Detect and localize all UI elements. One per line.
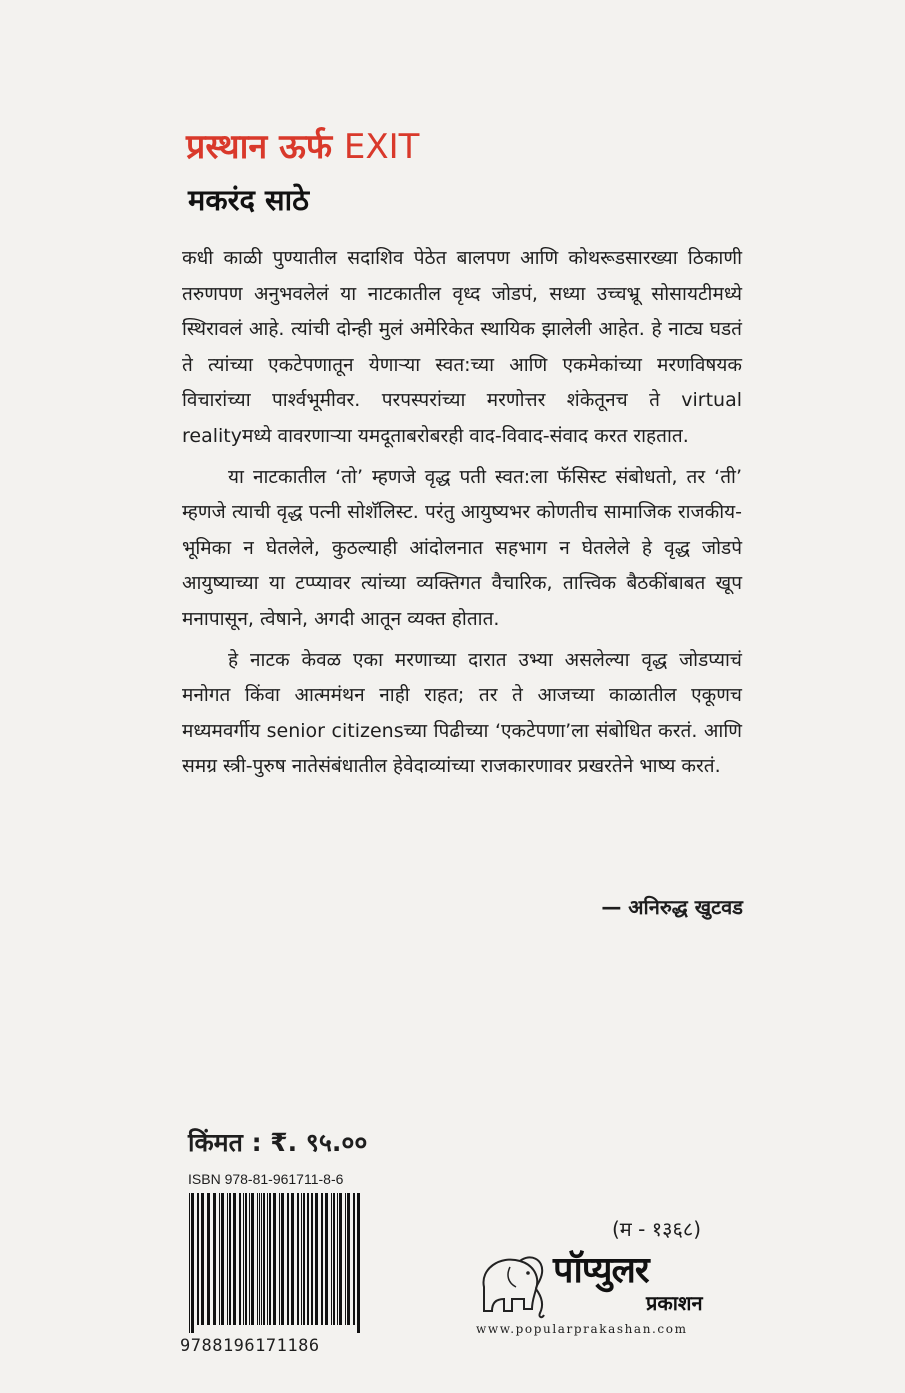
barcode-digits: 9788196171186	[180, 1336, 320, 1356]
publisher-logo-name: पॉप्युलर	[553, 1250, 649, 1291]
catalog-code: (म - १३६८)	[612, 1217, 702, 1241]
blurb-signature: — अनिरुद्ध खुटवड	[601, 895, 743, 919]
publisher-website: www.popularprakashan.com	[476, 1322, 688, 1336]
blurb	[182, 241, 742, 790]
elephant-icon	[470, 1247, 550, 1323]
blurb-paragraph: या नाटकातील ‘तो’ म्हणजे वृद्ध पती स्वत:ला फॅसिस्ट संबोधतो, तर ‘ती’ म्हणजे त्याची वृद्ध पत्नी सोशॅलिस्ट. परंतु आयुष्यभर कोणतीच सामाजिक राजकीय-भूमिका न घेतलेले, कुठल्याही आंदोलनात सहभाग न घेतलेले हे वृद्ध जोडपे आयुष्याच्या या टप्प्यावर त्यांच्या व्यक्तिगत वैचारिक, तात्त्विक बैठकींबाबत खूप मनापासून, त्वेषाने, अगदी आतून व्यक्त होतात.	[182, 465, 742, 630]
price: किंमत : ₹. ९५.००	[188, 1128, 368, 1157]
blurb-paragraph: हे नाटक केवळ एका मरणाच्या दारात उभ्या असलेल्या वृद्ध जोडप्याचं मनोगत किंवा आत्ममंथन नाही राहत; तर ते आजच्या काळातील एकूणच मध्यमवर्गीय senior citizensच्या पिढीच्या ‘एकटेपणा’ला संबोधित करतं. आणि समग्र स्त्री-पुरुष नातेसंबंधातील हेवेदाव्यांच्या राजकारणावर प्रखरतेने भाष्य करतं.	[182, 648, 742, 778]
author-name: मकरंद साठे	[188, 183, 309, 217]
blurb-paragraph: कधी काळी पुण्यातील सदाशिव पेठेत बालपण आणि कोथरूडसारख्या ठिकाणी तरुणपण अनुभवलेलं या नाटकातील वृध्द जोडपं, सध्या उच्चभ्रू सोसायटीमध्ये स्थिरावलं आहे. त्यांची दोन्ही मुलं अमेरिकेत स्थायिक झालेली आहेत. हे नाट्य घडतं ते त्यांच्या एकटेपणातून येणाऱ्या स्वत:च्या आणि एकमेकांच्या मरणविषयक विचारांच्या पार्श्वभूमीवर. परपस्परांच्या मरणोत्तर शंकेतूनच ते virtual realityमध्ये वावरणाऱ्या यमदूताबरोबरही वाद-विवाद-संवाद करत राहतात.	[182, 247, 742, 447]
book-title-latin: EXIT	[343, 127, 420, 167]
isbn: ISBN 978-81-961711-8-6	[188, 1171, 344, 1187]
barcode	[187, 1193, 365, 1333]
publisher-logo-sub: प्रकाशन	[646, 1291, 703, 1315]
book-title: प्रस्थान ऊर्फ EXIT	[186, 127, 420, 167]
